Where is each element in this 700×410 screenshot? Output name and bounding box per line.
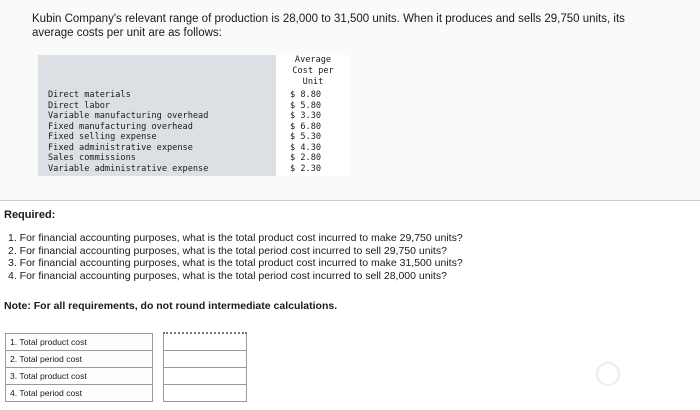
answer-row	[6, 333, 247, 351]
problem-panel	[0, 0, 700, 201]
rounding-note: Note: For all requirements, do not round intermediate calculations.	[4, 300, 338, 312]
answer-label: 1. Total product cost	[6, 333, 153, 351]
faint-circle-icon	[596, 362, 620, 386]
answer-gap	[153, 385, 164, 402]
cost-value: $ 6.80	[276, 122, 350, 133]
cost-row	[38, 143, 350, 154]
cost-row	[38, 122, 350, 133]
cost-table	[38, 55, 350, 176]
question-item: 1. For financial accounting purposes, what is the total product cost incurred to make 29,750 units?	[8, 232, 463, 244]
answer-cell	[164, 385, 247, 402]
answer-gap	[153, 351, 164, 368]
problem-intro: Kubin Company's relevant range of production is 28,000 to 31,500 units. When it produces and sells 29,750 units, its average costs per unit are as follows:	[32, 13, 625, 39]
question-item: 2. For financial accounting purposes, what is the total period cost incurred to sell 29,750 units?	[8, 244, 447, 257]
spacer	[276, 174, 350, 176]
cost-row	[38, 90, 350, 101]
answer-label: 3. Total product cost	[6, 368, 153, 385]
cost-table-header-blank	[38, 55, 276, 88]
cost-value: $ 8.80	[276, 90, 350, 101]
cost-value: $ 2.30	[276, 164, 350, 175]
cost-value: $ 3.30	[276, 111, 350, 122]
cost-value: $ 5.30	[276, 132, 350, 143]
answer-row	[6, 385, 247, 402]
cost-row	[38, 111, 350, 122]
cost-label: Fixed selling expense	[38, 132, 276, 143]
header-line: Unit	[302, 77, 324, 87]
cost-table-header	[38, 55, 350, 88]
total-period-cost-29750-input[interactable]	[166, 352, 246, 366]
question-item: 3. For financial accounting purposes, what is the total product cost incurred to make 31,500 units?	[8, 257, 463, 269]
cost-table-header-average	[276, 55, 350, 88]
cost-value: $ 2.80	[276, 153, 350, 164]
cost-row	[38, 132, 350, 143]
cost-label: Direct materials	[38, 90, 276, 101]
answer-table	[5, 332, 247, 402]
cost-label: Variable administrative expense	[38, 164, 276, 175]
total-product-cost-31500-input[interactable]	[166, 369, 246, 383]
total-period-cost-28000-input[interactable]	[166, 386, 246, 400]
header-line: Average	[294, 55, 332, 65]
header-line: Cost per	[292, 66, 334, 76]
question-list	[8, 232, 463, 282]
answer-label: 4. Total period cost	[6, 385, 153, 402]
question-item: 4. For financial accounting purposes, what is the total period cost incurred to sell 28,000 units?	[8, 269, 447, 282]
cost-row	[38, 164, 350, 175]
cost-label: Sales commissions	[38, 153, 276, 164]
answer-cell	[164, 368, 247, 385]
total-product-cost-29750-input[interactable]	[166, 335, 246, 349]
required-heading: Required:	[4, 209, 56, 221]
answer-row	[6, 368, 247, 385]
answer-label: 2. Total period cost	[6, 351, 153, 368]
cost-label: Variable manufacturing overhead	[38, 111, 276, 122]
cost-row	[38, 101, 350, 112]
answer-gap	[153, 368, 164, 385]
cost-label: Direct labor	[38, 101, 276, 112]
answer-row	[6, 351, 247, 368]
cost-label: Fixed manufacturing overhead	[38, 122, 276, 133]
spacer	[38, 174, 276, 176]
answer-cell	[164, 333, 247, 351]
answer-gap	[153, 333, 164, 351]
answer-cell	[164, 351, 247, 368]
cost-value: $ 4.30	[276, 143, 350, 154]
cost-value: $ 5.80	[276, 101, 350, 112]
cost-label: Fixed administrative expense	[38, 143, 276, 154]
cost-row	[38, 153, 350, 164]
